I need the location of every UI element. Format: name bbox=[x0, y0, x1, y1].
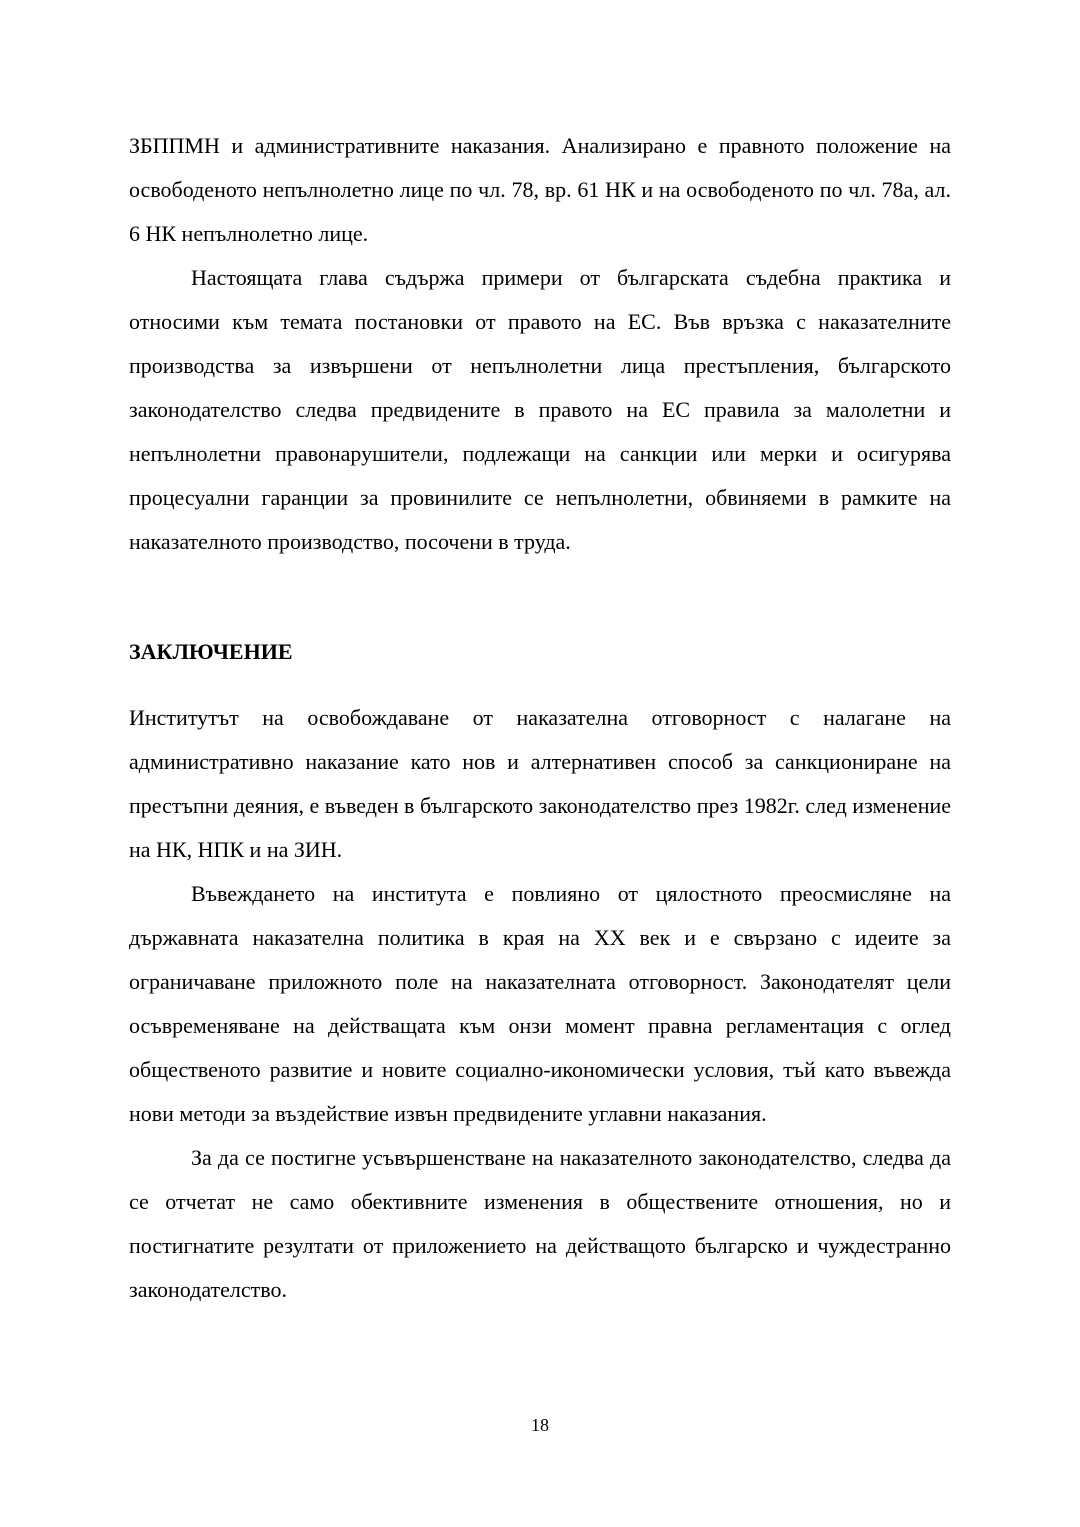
conclusion-heading: ЗАКЛЮЧЕНИЕ bbox=[129, 639, 293, 664]
paragraph-chapter-summary: Настоящата глава съдържа примери от българската съдебна практика и относими към темата постановки от правото на ЕС. Във връзка с наказателните производства за извършени от непълнолетни лица престъпления, българското законодателство следва предвидените в правото на ЕС правила за малолетни и непълнолетни правонарушители, подлежащи на санкции или мерки и осигурява процесуални гаранции за провинилите се непълнолетни, обвиняеми в рамките на наказателното производство, посочени в труда. bbox=[129, 265, 951, 554]
paragraph-conclusion-1: Институтът на освобождаване от наказателна отговорност с налагане на административно наказание като нов и алтернативен способ за санкциониране на престъпни деяния, е въведен в българското законодателство през 1982г. след изменение на НК, НПК и на ЗИН. bbox=[129, 705, 951, 862]
page-body bbox=[129, 124, 951, 1312]
paragraph-continuation: ЗБППМН и административните наказания. Анализирано е правното положение на освободеното непълнолетно лице по чл. 78, вр. 61 НК и на освободеното по чл. 78а, ал. 6 НК непълнолетно лице. bbox=[129, 133, 951, 246]
paragraph-conclusion-2: Въвеждането на института е повлияно от цялостното преосмисляне на държавната наказателна политика в края на ХХ век и е свързано с идеите за ограничаване приложното поле на наказателната отговорност. Законодателят цели осъвременяване на действащата към онзи момент правна регламентация с оглед общественото развитие и новите социално-икономически условия, тъй като въвежда нови методи за въздействие извън предвидените углавни наказания. bbox=[129, 881, 951, 1126]
paragraph-conclusion-3: За да се постигне усъвършенстване на наказателното законодателство, следва да се отчетат не само обективните изменения в обществените отношения, но и постигнатите резултати от приложението на действащото българско и чуждестранно законодателство. bbox=[129, 1145, 951, 1302]
page-number: 18 bbox=[531, 1415, 549, 1435]
